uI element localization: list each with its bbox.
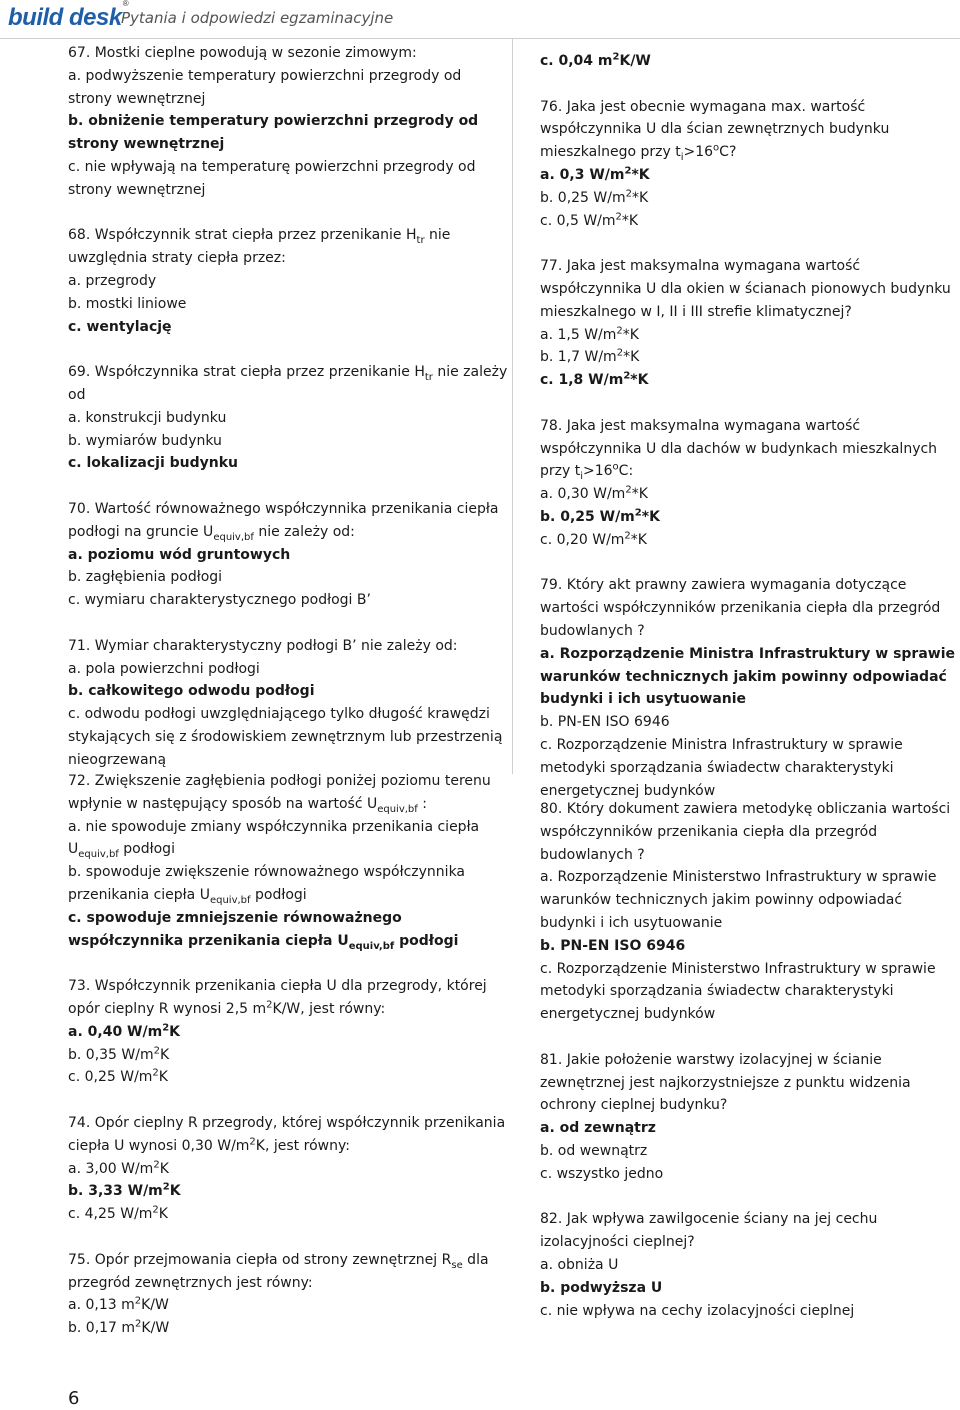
question-77	[540, 255, 960, 392]
question-82	[540, 1208, 960, 1322]
question-text: 73. Współczynnik przenikania ciepła U dla przegrody, której opór cieplny R wynosi 2,5 $m^2K/W$, jest równy:	[68, 978, 487, 1017]
question-text: 79. Który akt prawny zawiera wymagania dotyczące wartości współczynników przenikania ciepła dla przegród budowlanych ?	[540, 577, 941, 639]
right-column	[540, 50, 960, 825]
answer-a: a. konstrukcji budynku	[68, 409, 227, 426]
answer-a: a. Rozporządzenie Ministerstwo Infrastruktury w sprawie warunków technicznych jakim powinny odpowiadać budynki i ich usytuowanie	[540, 869, 937, 931]
answer-b: b. 0,17 $m^2K/W$	[68, 1318, 170, 1337]
question-79	[540, 574, 960, 802]
question-75-continued	[540, 50, 960, 73]
question-text: 77. Jaka jest maksymalna wymagana wartość współczynnika U dla okien w ścianach pionowych budynku mieszkalnego w I, II i III strefie klimatycznej?	[540, 258, 951, 320]
question-text: 68. Współczynnik strat ciepła przez przenikanie $H_{tr}$ nie uwzględnia straty ciepła przez:	[68, 227, 451, 267]
answer-a: a. 0,40 $W/m^2K$	[68, 1022, 181, 1040]
question-69	[68, 361, 508, 475]
answer-b: b. 0,25 $W/m^2*K$	[540, 188, 649, 206]
answer-b: b. 0,35 $W/m^2K$	[68, 1044, 170, 1063]
answer-a: a. 3,00 $W/m^2K$	[68, 1158, 169, 1177]
answer-a: a. pola powierzchni podłogi	[68, 660, 260, 677]
answer-c: c. 1,8 $W/m^2*K$	[540, 370, 649, 389]
answer-b: b. PN-EN ISO 6946	[540, 937, 686, 954]
answer-c: c. 0,25 $W/m^2K$	[68, 1067, 168, 1086]
answer-a: a. 1,5 $W/m^2*K$	[540, 324, 639, 343]
answer-c: c. Rozporządzenie Ministra Infrastruktury w sprawie metodyki sporządzania świadectw charakterystyki energetycznej budynków	[540, 736, 903, 799]
question-71	[68, 635, 508, 772]
header-divider	[0, 38, 960, 39]
question-text: 71. Wymiar charakterystyczny podłogi B’ nie zależy od:	[68, 637, 458, 654]
question-text: 75. Opór przejmowania ciepła od strony zewnętrznej $R_{se}$ dla przegród zewnętrznych jest równy:	[68, 1251, 489, 1291]
answer-a: a. nie spowoduje zmiany współczynnika przenikania ciepła $U_{equiv,bf}$ podłogi	[68, 818, 480, 861]
answer-b: b. od wewnątrz	[540, 1142, 648, 1159]
answer-b: b. 3,33 $W/m^2K$	[68, 1181, 181, 1200]
answer-a: a. podwyższenie temperatury powierzchni przegrody od strony wewnętrznej	[68, 67, 462, 107]
answer-b: b. 0,25 $W/m^2*K$	[540, 507, 660, 525]
answer-c: c. 0,04 $m^2K/W$	[540, 51, 651, 69]
question-text: 82. Jak wpływa zawilgocenie ściany na jej cechu izolacyjności cieplnej?	[540, 1211, 878, 1251]
answer-a: a. od zewnątrz	[540, 1120, 656, 1137]
answer-c: c. Rozporządzenie Ministerstwo Infrastruktury w sprawie metodyki sporządzania świadectw charakterystyki energetycznej budynków	[540, 960, 936, 1023]
answer-c: c. nie wpływają na temperaturę powierzchni przegrody od strony wewnętrznej	[68, 158, 476, 198]
question-text: 76. Jaka jest obecnie wymagana max. wartość współczynnika U dla ścian zewnętrznych budynku mieszkalnego przy $t_i>16^oC$?	[540, 98, 890, 163]
question-74	[68, 1112, 508, 1226]
question-72	[68, 770, 508, 952]
answer-b: b. mostki liniowe	[68, 295, 187, 312]
question-68	[68, 224, 508, 338]
answer-c: c. wentylację	[68, 318, 172, 335]
page-number: 6	[68, 1388, 80, 1409]
answer-c: c. odwodu podłogi uwzględniającego tylko długość krawędzi stykających się z środowiskiem zewnętrznym lub przestrzenią nieogrzewaną	[68, 706, 503, 768]
question-73	[68, 975, 508, 1089]
question-text: 81. Jakie położenie warstwy izolacyjnej w ścianie zewnętrznej jest najkorzystniejsze z punktu widzenia ochrony cieplnej budynku?	[540, 1051, 911, 1114]
answer-b: b. 1,7 $W/m^2*K$	[540, 347, 640, 366]
left-column	[68, 42, 508, 794]
header-title: Pytania i odpowiedzi egzaminacyjne	[121, 9, 394, 27]
answer-a: a. Rozporządzenie Ministra Infrastruktury w sprawie warunków technicznych jakim powinny odpowiadać budynki i ich usytuowanie	[540, 645, 956, 708]
answer-a: a. przegrody	[68, 272, 157, 289]
answer-b: b. spowoduje zwiększenie równoważnego współczynnika przenikania ciepła $U_{equiv,bf}$ podłogi	[68, 864, 466, 906]
question-text: 80. Który dokument zawiera metodykę obliczania wartości współczynników przenikania ciepła dla przegród budowlanych ?	[540, 801, 951, 863]
answer-b: b. obniżenie temperatury powierzchni przegrody od strony wewnętrznej	[68, 113, 479, 153]
question-text: 74. Opór cieplny R przegrody, której współczynnik przenikania ciepła U wynosi 0,30 $W/m^2K$, jest równy:	[68, 1114, 506, 1154]
answer-c: c. nie wpływa na cechy izolacyjności cieplnej	[540, 1302, 855, 1319]
question-81	[540, 1049, 960, 1186]
question-text: 70. Wartość równoważnego współczynnika przenikania ciepła podłogi na gruncie $U_{equiv,bf}$ nie zależy od:	[68, 500, 499, 543]
question-text: 69. Współczynnika strat ciepła przez przenikanie $H_{tr}$ nie zależy od	[68, 364, 508, 403]
answer-a: a. 0,3 $W/m^2*K$	[540, 165, 650, 183]
question-67	[68, 42, 508, 202]
answer-b: b. całkowitego odwodu podłogi	[68, 683, 315, 700]
page-header	[0, 0, 960, 38]
answer-c: c. 0,20 $W/m^2*K$	[540, 530, 647, 548]
answer-a: a. 0,30 $W/m^2*K$	[540, 484, 648, 503]
logo-text: build desk	[8, 4, 122, 31]
answer-a: a. obniża U	[540, 1256, 619, 1273]
question-text: 67. Mostki cieplne powodują w sezonie zimowym:	[68, 45, 417, 61]
question-78	[540, 415, 960, 552]
answer-c: c. 0,5 $W/m^2*K$	[540, 210, 639, 229]
answer-c: c. lokalizacji budynku	[68, 455, 239, 472]
answer-c: c. wymiaru charakterystycznego podłogi B’	[68, 592, 371, 609]
answer-b: b. wymiarów budynku	[68, 432, 222, 449]
question-76	[540, 96, 960, 233]
left-column-lower	[68, 770, 508, 1363]
question-75	[68, 1249, 508, 1340]
answer-b: b. zagłębienia podłogi	[68, 569, 223, 586]
question-80	[540, 798, 960, 1026]
right-column-lower	[540, 798, 960, 1345]
logo-registered-mark: ®	[122, 0, 129, 8]
builddesk-logo	[8, 0, 129, 32]
answer-c: c. 4,25 $W/m^2K$	[68, 1204, 168, 1223]
answer-b: b. PN-EN ISO 6946	[540, 714, 670, 731]
answer-b: b. podwyższa U	[540, 1279, 663, 1296]
column-divider	[512, 38, 513, 774]
answer-a: a. 0,13 $m^2K/W$	[68, 1295, 169, 1314]
answer-c: c. spowoduje zmniejszenie równoważnego współczynnika przenikania ciepła $U_{equiv,bf}$ podłogi	[68, 909, 459, 952]
answer-a: a. poziomu wód gruntowych	[68, 546, 291, 563]
question-70	[68, 498, 508, 612]
question-text: 78. Jaka jest maksymalna wymagana wartość współczynnika U dla dachów w budynkach mieszkalnych przy $t_i>16^oC$:	[540, 417, 938, 483]
answer-c: c. wszystko jedno	[540, 1165, 664, 1182]
question-text: 72. Zwiększenie zagłębienia podłogi poniżej poziomu terenu wpłynie w następujący sposób na wartość $U_{equiv,bf}$ :	[68, 773, 491, 815]
